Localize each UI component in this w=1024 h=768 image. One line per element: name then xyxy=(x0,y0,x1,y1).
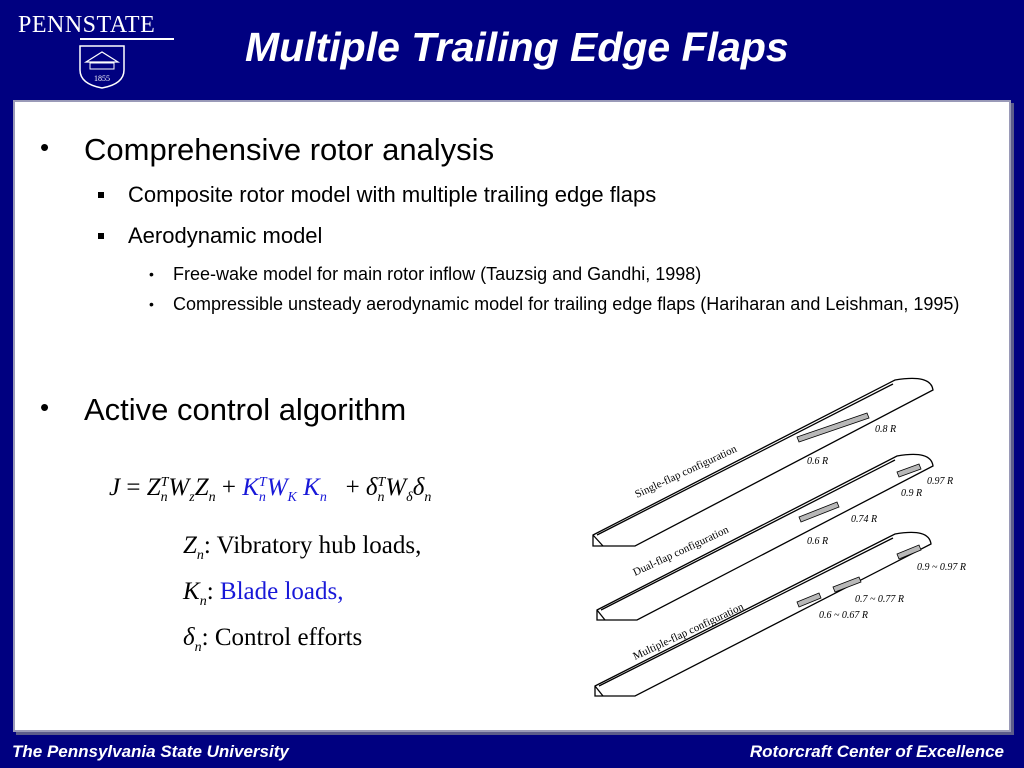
label-c1-inner: 0.6 R xyxy=(807,456,829,467)
sub-bullet-composite-model xyxy=(128,182,656,208)
university-seal-icon xyxy=(76,44,128,90)
small-dot-icon: • xyxy=(149,266,154,282)
bullet-text: Active control algorithm xyxy=(84,392,407,427)
sub-bullet-aero-model xyxy=(128,223,322,249)
footer-center: Rotorcraft Center of Excellence xyxy=(749,742,1004,761)
label-c2-a: 0.97 R xyxy=(927,476,954,487)
definition-zn: $Z_n$: Vibratory hub loads, xyxy=(183,532,422,563)
label-config3: Multiple-flap configuration xyxy=(631,600,746,663)
seal-year: 1855 xyxy=(94,74,110,83)
label-config1: Single-flap configuration xyxy=(633,442,739,501)
single-flap-blade xyxy=(593,378,933,546)
square-bullet-icon xyxy=(98,192,104,198)
flap-0.97R xyxy=(897,464,921,477)
sub-sub-bullet-free-wake xyxy=(149,260,993,288)
label-c3-c: 0.6 ~ 0.67 R xyxy=(819,610,869,621)
bullet-text: Comprehensive rotor analysis xyxy=(84,132,495,167)
flap-0.7-0.77R xyxy=(833,577,861,592)
label-c2-b: 0.9 R xyxy=(901,488,923,499)
footer-university: The Pennsylvania State University xyxy=(12,742,289,761)
logo-rule xyxy=(80,38,174,40)
label-c1-outer: 0.8 R xyxy=(875,424,897,435)
multiple-flap-blade xyxy=(595,532,931,696)
bullet-dot-icon: • xyxy=(40,392,50,422)
flap-0.9-0.97R xyxy=(897,545,921,559)
sub-bullet-text: Aerodynamic model xyxy=(128,223,323,248)
definition-kn-text: Blade loads, xyxy=(219,578,344,605)
logo-text: PENNSTATE xyxy=(18,12,156,38)
slide-title: Multiple Trailing Edge Flaps xyxy=(245,24,789,70)
square-bullet-icon xyxy=(98,233,104,239)
flap-0.74R xyxy=(799,502,839,522)
label-c2-d: 0.6 R xyxy=(807,536,829,547)
definition-kn: $K_n$: Blade loads, xyxy=(183,578,344,609)
flap-configuration-diagram xyxy=(575,370,975,710)
sub-sub-bullet-text: Compressible unsteady aerodynamic model for trailing edge flaps (Hariharan and Leishman, 1995) xyxy=(173,294,960,314)
sub-sub-bullet-unsteady-aero xyxy=(149,290,993,318)
bullet-rotor-analysis xyxy=(40,132,495,168)
label-config2: Dual-flap configuration xyxy=(631,523,731,579)
label-c3-b: 0.7 ~ 0.77 R xyxy=(855,594,905,605)
definition-dn: $\delta_n$: Control efforts xyxy=(183,624,363,655)
flap-0.6-0.67R xyxy=(797,593,821,607)
pennstate-logo xyxy=(18,8,178,88)
definition-zn-text: : Vibratory hub loads, xyxy=(203,532,422,559)
label-c3-a: 0.9 ~ 0.97 R xyxy=(917,562,967,573)
cost-function-equation: $J = Z_n^TW_zZ_n + K_n^TW_K$ $K_n + \delta_n^TW_\delta\delta_n$ xyxy=(109,474,432,505)
sub-bullet-text: Composite rotor model with multiple trailing edge flaps xyxy=(128,182,657,207)
bullet-dot-icon: • xyxy=(40,132,50,162)
sub-sub-bullet-text: Free-wake model for main rotor inflow (Tauzsig and Gandhi, 1998) xyxy=(173,264,702,284)
small-dot-icon: • xyxy=(149,296,154,312)
label-c2-c: 0.74 R xyxy=(851,514,878,525)
definition-dn-text: : Control efforts xyxy=(201,624,363,651)
bullet-active-control xyxy=(40,392,407,428)
